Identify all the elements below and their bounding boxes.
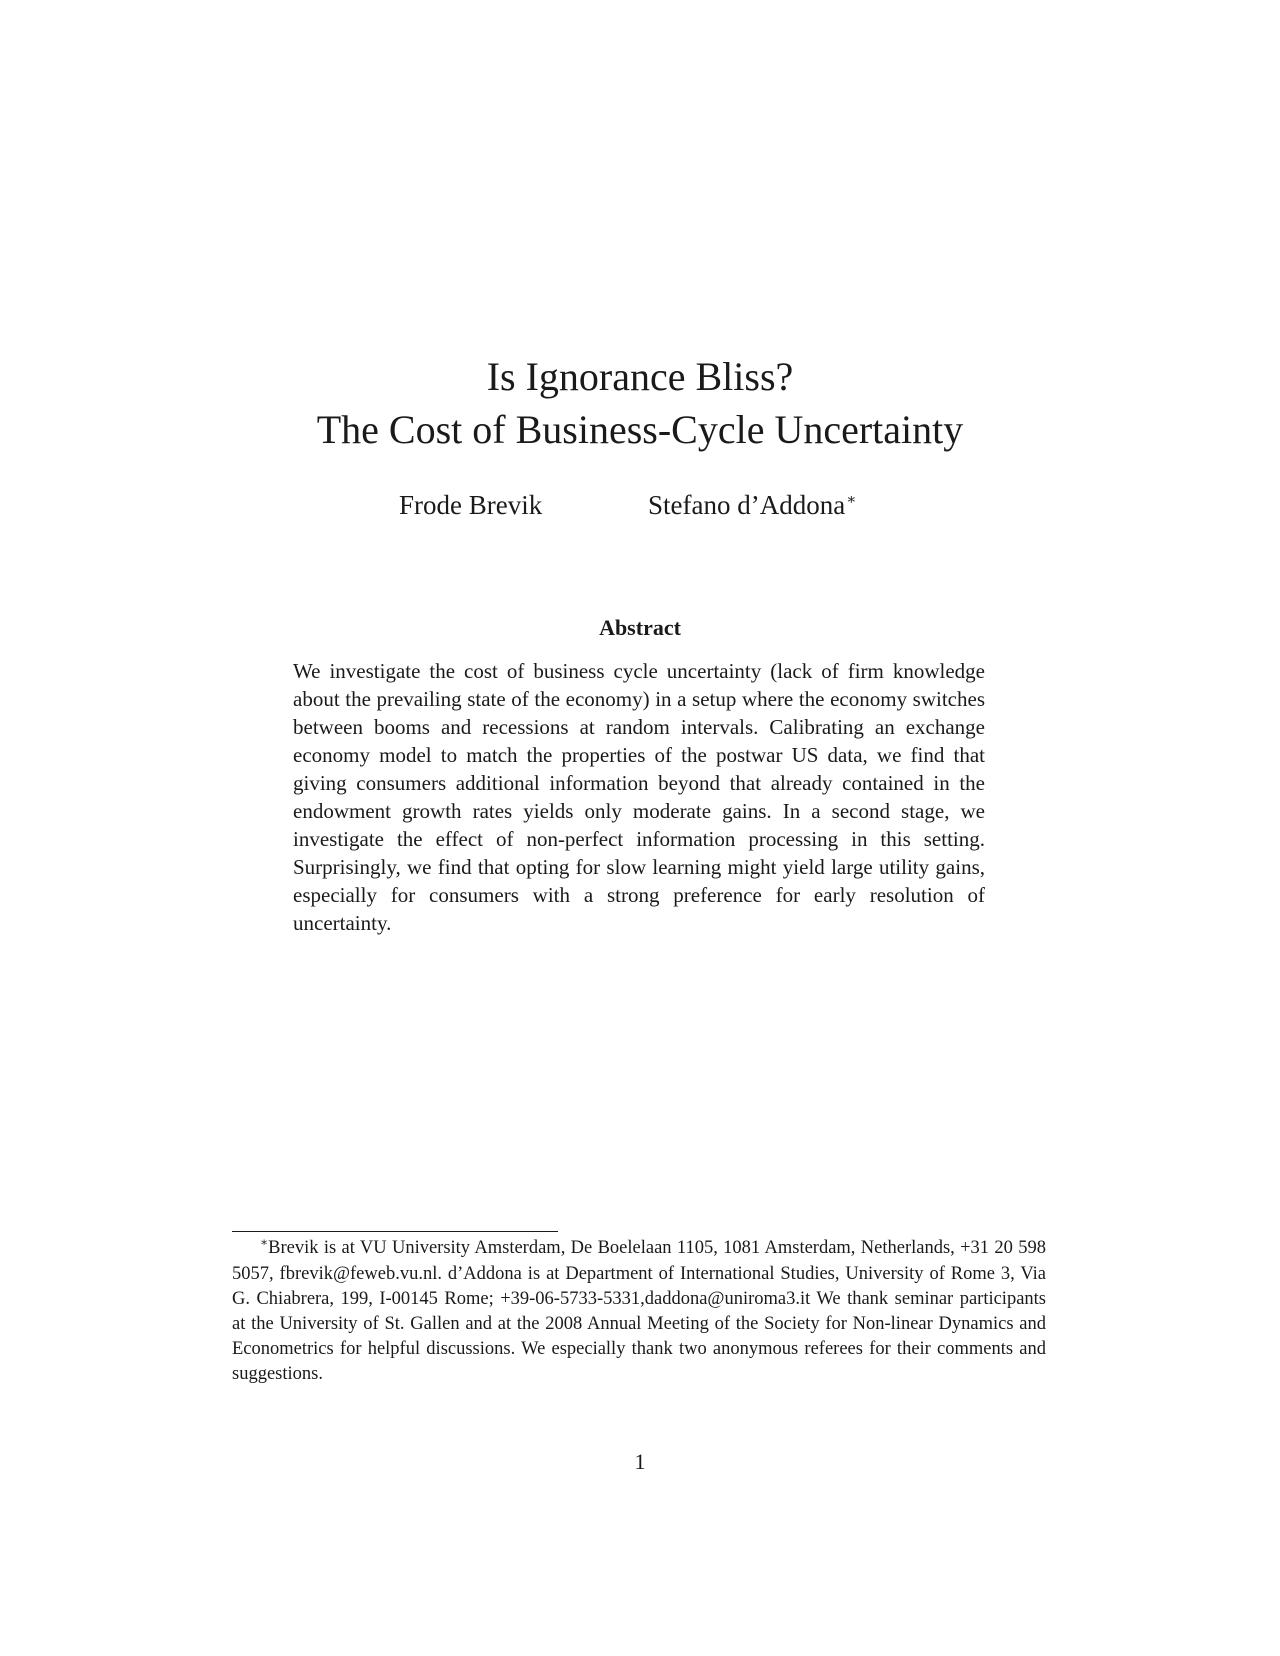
author-2-name: Stefano d’Addona [648,490,846,520]
footnote-mark: ∗ [260,1235,269,1249]
title-line-2: The Cost of Business-Cycle Uncertainty [316,407,964,452]
paper-title [0,350,1280,456]
footnote-text: Brevik is at VU University Amsterdam, De Boelelaan 1105, 1081 Amsterdam, Netherlands, +31 20 598 5057, fbrevik@feweb.vu.nl. d’Addona is at Department of International Studies, University of Rome 3, Via G. Chiabrera, 199, I-00145 Rome; +39-06-5733-5331,daddona@uniroma3.it We thank seminar participants at the University of St. Gallen and at the 2008 Annual Meeting of the Society for Non-linear Dynamics and Econometrics for helpful discussions. We especially thank two anonymous referees for their comments and suggestions. [232,1238,1046,1384]
abstract-text: We investigate the cost of business cycle uncertainty (lack of firm knowledge about the prevailing state of the economy) in a setup where the economy switches between booms and recessions at random intervals. Calibrating an exchange economy model to match the properties of the postwar US data, we find that giving consumers additional information beyond that already contained in the endowment growth rates yields only moderate gains. In a second stage, we investigate the effect of non-perfect information processing in this setting. Surprisingly, we find that opting for slow learning might yield large utility gains, especially for consumers with a strong preference for early resolution of uncertainty. [293,659,985,935]
footnote [232,1236,1046,1387]
title-line-1: Is Ignorance Bliss? [486,354,794,399]
author-2 [648,488,856,527]
page-number: 1 [634,1449,646,1474]
author-1 [399,488,542,522]
footnote-divider [232,1231,558,1232]
abstract-heading: Abstract [599,615,681,640]
author-2-footnote-mark: ∗ [846,492,857,508]
author-1-name: Frode Brevik [399,490,543,520]
